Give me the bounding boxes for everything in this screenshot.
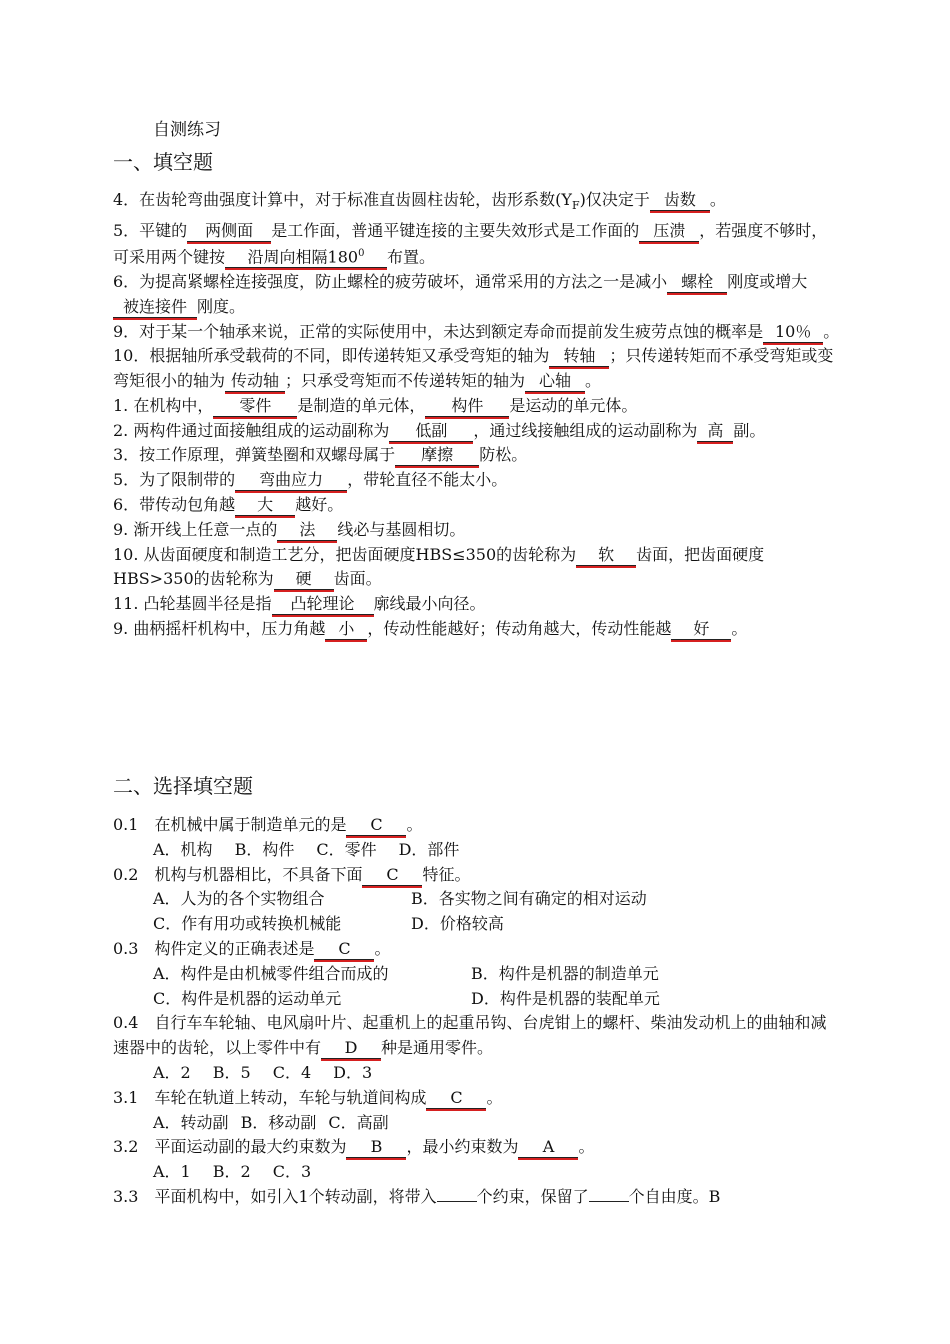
document-subtitle: 自测练习 xyxy=(153,120,221,140)
choice-3-1: 3.1 车轮在轨道上转动，车轮与轨道间构成 C 。 xyxy=(113,1087,503,1107)
answer-blank: 低副 xyxy=(389,421,473,442)
choice-0-2-options-a xyxy=(113,887,840,912)
option: B．2 xyxy=(212,1162,251,1182)
option: A．机构 xyxy=(153,839,213,859)
option: B．构件是机器的制造单元 xyxy=(471,963,659,983)
option: B．构件 xyxy=(234,839,295,859)
answer-blank: C xyxy=(346,815,406,836)
answer-blank: 大 xyxy=(235,495,295,516)
option: A．2 xyxy=(153,1062,191,1082)
option: B．5 xyxy=(212,1062,251,1082)
answer-blank: 压溃 xyxy=(639,221,699,242)
question-10-hardness: 10. 从齿面硬度和制造工艺分，把齿面硬度HBS≤350的齿轮称为 软 齿面，把齿面硬度HBS>350的齿轮称为 硬 齿面。 xyxy=(113,544,765,589)
option: A．人为的各个实物组合 xyxy=(153,889,325,909)
question-2-pair: 2. 两构件通过面接触组成的运动副称为 低副 ，通过线接触组成的运动副称为 高 副。 xyxy=(113,420,766,440)
answer-blank: 弯曲应力 xyxy=(235,470,347,491)
choice-0-1-options xyxy=(113,838,840,863)
answer-blank: 传动轴 xyxy=(225,371,285,392)
option: D．构件是机器的装配单元 xyxy=(471,988,660,1008)
answer-blank: 小 xyxy=(325,619,367,640)
empty-blank xyxy=(589,1185,629,1202)
answer-blank: 构件 xyxy=(425,396,509,417)
question-6: 6．为提高紧螺栓连接强度，防止螺栓的疲劳破坏，通常采用的方法之一是减小 螺栓 刚度或增大被连接件 刚度。 xyxy=(113,271,808,316)
answer-blank: 转轴 xyxy=(549,346,609,367)
choice-0-4-options xyxy=(113,1061,840,1086)
choice-0-4: 0.4 自行车车轮轴、电风扇叶片、起重机上的起重吊钩、台虎钳上的螺杆、柴油发动机上的曲轴和减速器中的齿轮，以上零件中有 D 种是通用零件。 xyxy=(113,1013,827,1058)
section-fill-blank-title: 一、填空题 xyxy=(113,150,213,174)
answer-blank: 零件 xyxy=(213,396,297,417)
choice-0-3: 0.3 构件定义的正确表述是 C 。 xyxy=(113,938,391,958)
answer-blank: 两侧面 xyxy=(187,221,271,242)
option: A．转动副 xyxy=(153,1112,229,1132)
choice-3-3: 3.3 平面机构中，如引入1个转动副，将带入 个约束，保留了 个自由度。B xyxy=(113,1186,721,1206)
choice-3-2-options xyxy=(113,1160,840,1185)
option: C．构件是机器的运动单元 xyxy=(153,988,342,1008)
answer-blank: 摩擦 xyxy=(395,445,479,466)
empty-blank xyxy=(437,1185,477,1202)
choice-3-1-options xyxy=(113,1111,840,1136)
question-9-crank: 9. 曲柄摇杆机构中，压力角越 小 ，传动性能越好；传动角越大，传动性能越 好 。 xyxy=(113,619,748,639)
answer-blank: 软 xyxy=(576,545,636,566)
fill-blank-section xyxy=(113,188,840,642)
question-9-involute: 9. 渐开线上任意一点的 法 线必与基圆相切。 xyxy=(113,519,466,539)
choice-0-1: 0.1 在机械中属于制造单元的是 C 。 xyxy=(113,815,423,834)
answer-blank: D xyxy=(321,1038,381,1059)
answer-blank: 法 xyxy=(277,520,337,541)
option: C．作有用功或转换机械能 xyxy=(153,914,342,934)
option: D．部件 xyxy=(398,839,460,859)
answer-blank: 齿数 xyxy=(650,190,710,211)
answer-blank: 10％ xyxy=(763,322,823,343)
choice-section xyxy=(113,813,840,1210)
question-5-belt: 5．为了限制带的 弯曲应力 ，带轮直径不能太小。 xyxy=(113,470,508,490)
option: A．构件是由机械零件组合而成的 xyxy=(153,963,389,983)
option: C．高副 xyxy=(328,1112,389,1132)
question-6-angle: 6．带传动包角越 大 越好。 xyxy=(113,495,344,515)
answer-blank: B xyxy=(346,1137,406,1158)
section-choice-title: 二、选择填空题 xyxy=(113,774,253,798)
answer-blank: C xyxy=(362,865,422,886)
question-3-lock: 3．按工作原理，弹簧垫圈和双螺母属于 摩擦 防松。 xyxy=(113,445,528,465)
answer-blank: 好 xyxy=(671,619,731,640)
question-11-cam: 11. 凸轮基圆半径是指 凸轮理论 廓线最小向径。 xyxy=(113,594,486,614)
option: C．4 xyxy=(272,1062,312,1082)
question-9-bearing: 9．对于某一个轴承来说，正常的实际使用中，未达到额定寿命而提前发生疲劳点蚀的概率是 10％ 。 xyxy=(113,321,840,341)
option: C．零件 xyxy=(316,839,377,859)
answer-blank: C xyxy=(426,1088,486,1109)
answer-blank: 硬 xyxy=(274,569,334,590)
option: B．各实物之间有确定的相对运动 xyxy=(411,889,647,909)
option: D．价格较高 xyxy=(411,914,504,934)
option: C．3 xyxy=(272,1162,312,1182)
question-10-shaft: 10．根据轴所承受载荷的不同，即传递转矩又承受弯矩的轴为 转轴 ；只传递转矩而不承受弯矩或变弯矩很小的轴为 传动轴 ；只承受弯矩而不传递转矩的轴为 心轴 。 xyxy=(113,346,834,391)
option: D．3 xyxy=(333,1062,373,1082)
answer-blank: 沿周向相隔$180^0$ xyxy=(225,244,387,268)
question-4: 4．在齿轮弯曲强度计算中，对于标准直齿圆柱齿轮，齿形系数$(Y_F)$仅决定于 齿数 。 xyxy=(113,190,726,213)
choice-0-3-options-b xyxy=(113,987,840,1012)
choice-3-2: 3.2 平面运动副的最大约束数为 B ，最小约束数为 A 。 xyxy=(113,1137,595,1157)
question-1-mechanism: 1. 在机构中， 零件 是制造的单元体， 构件 是运动的单元体。 xyxy=(113,395,638,415)
option: B．移动副 xyxy=(240,1112,317,1132)
option: A．1 xyxy=(153,1162,191,1182)
question-5: 5．平键的 两侧面 是工作面，普通平键连接的主要失效形式是工作面的 压溃 ，若强度不够时，可采用两个键按 沿周向相隔$180^0$ 布置。 xyxy=(113,220,828,267)
answer-blank: A xyxy=(518,1137,578,1158)
choice-0-2-options-b xyxy=(113,912,840,937)
choice-0-2: 0.2 机构与机器相比，不具备下面 C 特征。 xyxy=(113,864,471,884)
answer-blank: 心轴 xyxy=(525,371,585,392)
choice-0-3-options-a xyxy=(113,962,840,987)
answer-blank: 高 xyxy=(697,421,733,442)
answer-blank: 凸轮理论 xyxy=(272,594,374,615)
answer-blank: C xyxy=(314,939,374,960)
answer-blank: 被连接件 xyxy=(113,297,197,318)
answer-blank: 螺栓 xyxy=(667,272,727,293)
